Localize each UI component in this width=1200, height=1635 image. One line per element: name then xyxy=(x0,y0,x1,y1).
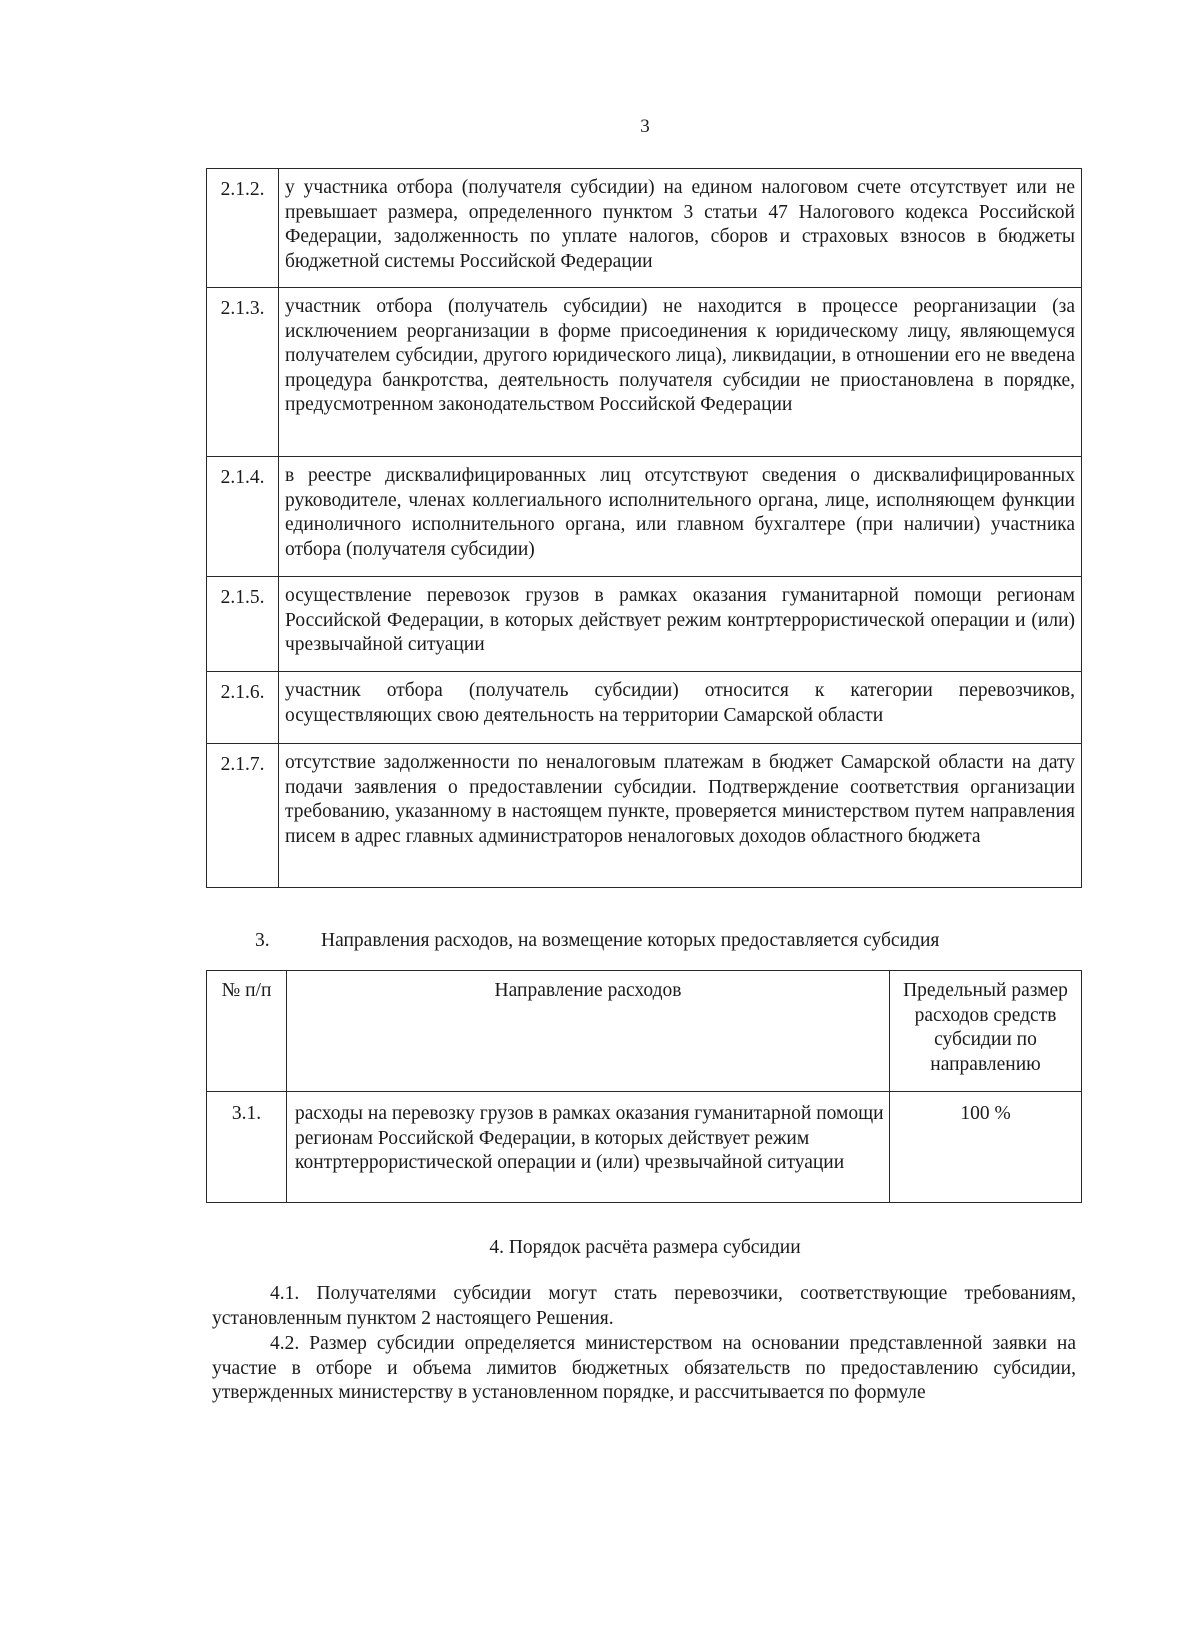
table-row xyxy=(207,672,1082,744)
expenses-table xyxy=(206,970,1082,1203)
row-number: 3.1. xyxy=(207,1092,287,1203)
paragraph-4-2: 4.2. Размер субсидии определяется министерством на основании представленной заявки на участие в отборе и объема лимитов бюджетных обязательств по предоставлению субсидии, утвержденных министерству в установленном порядке, и рассчитывается по формуле xyxy=(212,1333,1076,1403)
row-text: у участника отбора (получателя субсидии) на едином налоговом счете отсутствует или не превышает размера, определенного пунктом 3 статьи 47 Налогового кодекса Российской Федерации, задолженность по уплате налогов, сборов и страховых взносов в бюджеты бюджетной системы Российской Федерации xyxy=(279,169,1082,288)
section-4-heading: 4. Порядок расчёта размера субсидии xyxy=(489,1237,801,1258)
row-number: 2.1.7. xyxy=(207,744,279,888)
row-number: 2.1.5. xyxy=(207,577,279,672)
table-row xyxy=(207,457,1082,577)
table-row xyxy=(207,169,1082,288)
row-text: участник отбора (получатель субсидии) не находится в процессе реорганизации (за исключением реорганизации в форме присоединения к юридическому лицу, являющемуся получателем субсидии, другого юридического лица), ликвидации, в отношении его не введена процедура банкротства, деятельность получателя субсидии не приостановлена в порядке, предусмотренном законодательством Российской Федерации xyxy=(279,288,1082,457)
table-row xyxy=(207,577,1082,672)
criteria-table xyxy=(206,168,1082,888)
row-number: 2.1.2. xyxy=(207,169,279,288)
row-text: в реестре дисквалифицированных лиц отсутствуют сведения о дисквалифицированных руководителе, членах коллегиального исполнительного органа, лице, исполняющем функции единоличного исполнительного органа, или главном бухгалтере (при наличии) участника отбора (получателя субсидии) xyxy=(279,457,1082,577)
page-number: 3 xyxy=(640,116,650,137)
row-text: осуществление перевозок грузов в рамках оказания гуманитарной помощи регионам Российской Федерации, в которых действует режим контртеррористической операции и (или) чрезвычайной ситуации xyxy=(279,577,1082,672)
row-number: 2.1.3. xyxy=(207,288,279,457)
section-3-heading xyxy=(255,930,1085,952)
header-direction: Направление расходов xyxy=(287,971,890,1092)
header-limit: Предельный размер расходов средств субсидии по направлению xyxy=(890,971,1082,1092)
row-number: 2.1.4. xyxy=(207,457,279,577)
table-row xyxy=(207,288,1082,457)
table-row xyxy=(207,1092,1082,1203)
row-text: отсутствие задолженности по неналоговым платежам в бюджет Самарской области на дату подачи заявления о предоставлении субсидии. Подтверждение соответствия организации требованию, указанному в настоящем пункте, проверяется министерством путем направления писем в адрес главных администраторов неналоговых доходов областного бюджета xyxy=(279,744,1082,888)
table-header-row xyxy=(207,971,1082,1092)
section-3-number: 3. xyxy=(255,930,270,951)
section-3-title: Направления расходов, на возмещение которых предоставляется субсидия xyxy=(321,930,940,951)
row-text: участник отбора (получатель субсидии) относится к категории перевозчиков, осуществляющих свою деятельность на территории Самарской области xyxy=(279,672,1082,744)
header-number: № п/п xyxy=(207,971,287,1092)
row-number: 2.1.6. xyxy=(207,672,279,744)
row-direction: расходы на перевозку грузов в рамках оказания гуманитарной помощи регионам Российской Федерации, в которых действует режим контртеррористической операции и (или) чрезвычайной ситуации xyxy=(287,1092,890,1203)
table-row xyxy=(207,744,1082,888)
row-limit: 100 % xyxy=(890,1092,1082,1203)
paragraph-4-1: 4.1. Получателями субсидии могут стать перевозчики, соответствующие требованиям, установленным пунктом 2 настоящего Решения. xyxy=(212,1283,1076,1329)
